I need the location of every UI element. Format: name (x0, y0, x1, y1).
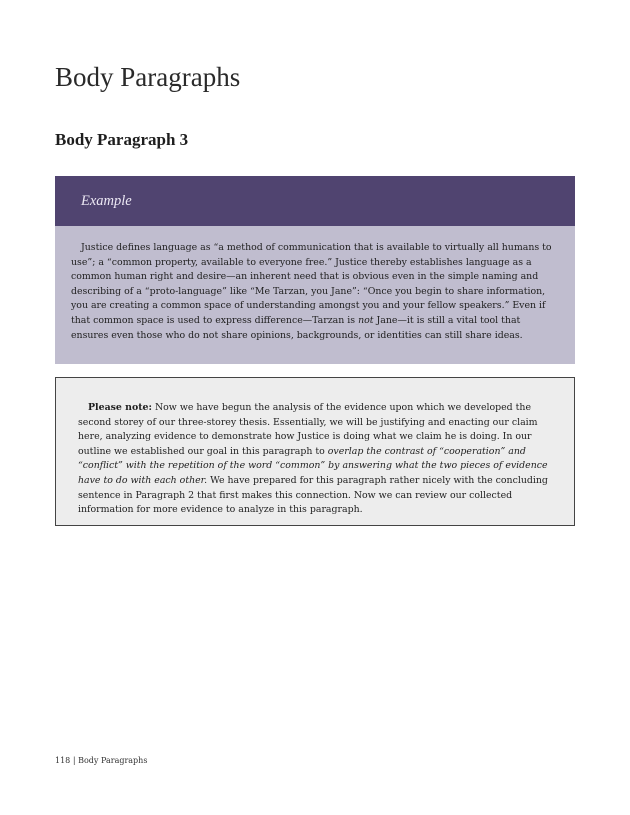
note-label: Please note: (88, 402, 152, 413)
note-text-start: Now we have begun the analysis of the evidence upon which we developed the second storey of our three-storey thesis. Essentially, we will be justifying and enacting our claim here, analyzing evidence to demonstrate how Justice is doing what we claim he is doing. In our outline we established our goal in this paragraph to (78, 402, 538, 457)
example-text-italic: not (358, 314, 374, 326)
example-header (55, 176, 575, 226)
footer-separator: | (72, 756, 76, 765)
example-paragraph (55, 226, 575, 343)
example-text-end: Jane—it is still a vital tool that ensures even those who do not share opinions, backgrounds, or identities can still share ideas. (71, 314, 523, 341)
example-label: Example (81, 192, 132, 209)
example-box (55, 176, 575, 364)
page-title: Body Paragraphs (55, 62, 241, 92)
page-number: 118 (55, 756, 71, 765)
footer-section: Body Paragraphs (78, 756, 148, 765)
section-heading: Body Paragraph 3 (55, 130, 189, 149)
page-footer (55, 756, 147, 765)
note-paragraph (56, 378, 574, 518)
note-text-end: We have prepared for this paragraph rather nicely with the concluding sentence in Paragraph 2 that first makes this connection. Now we can review our collected information for more evidence to analyze in this paragraph. (78, 474, 548, 516)
note-text-italic: overlap the contrast of “cooperation” and “conflict” with the repetition of the word “common” by answering what the two pieces of evidence have to do with each other. (78, 445, 548, 486)
example-text-start: Justice defines language as “a method of communication that is available to virtually all humans to use”; a “common property, available to everyone free.” Justice thereby establishes language as a common human right and desire—an inherent need that is obvious even in the simple naming and describing of a “proto-language” like “Me Tarzan, you Jane”: “Once you begin to share information, you are creating a common space of understanding amongst you and your fellow speakers.” Even if that common space is used to express difference—Tarzan is (71, 242, 552, 326)
note-box (55, 377, 575, 526)
